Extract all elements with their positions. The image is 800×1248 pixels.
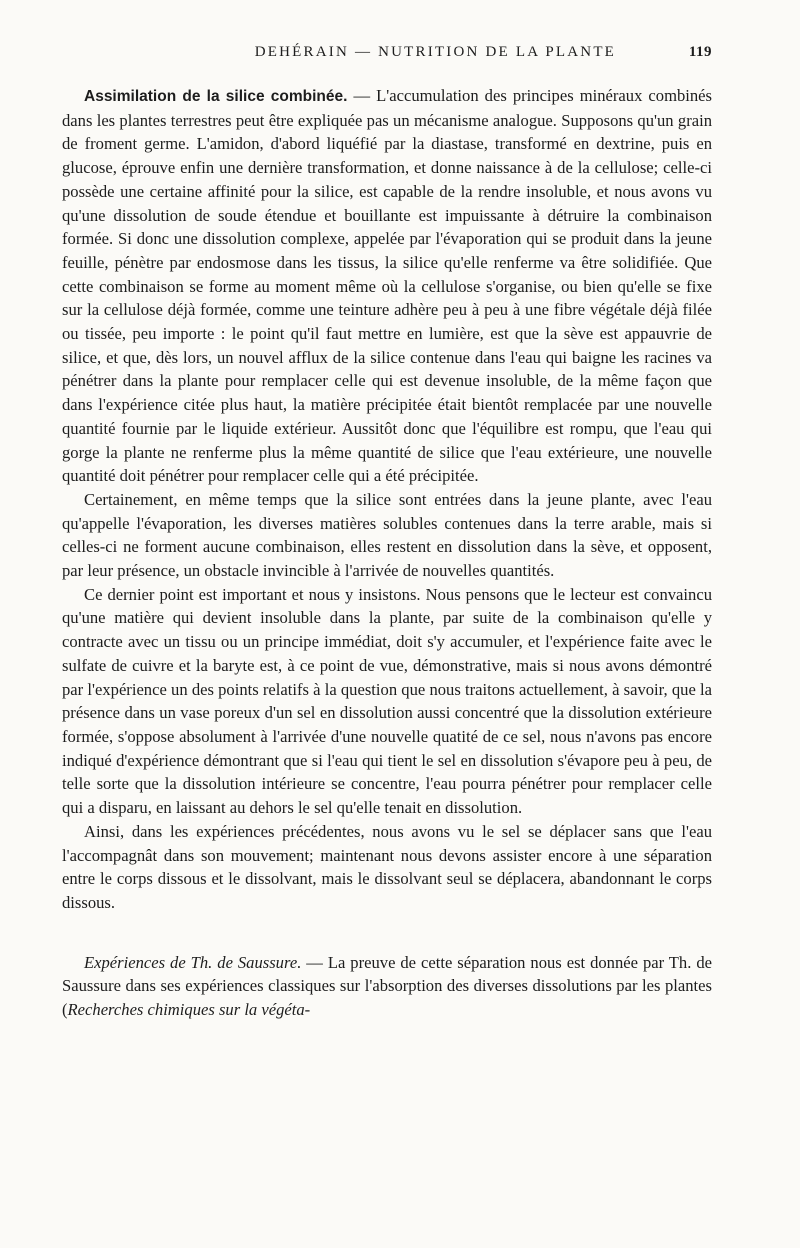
paragraph-saussure [62,951,712,1022]
running-header [62,44,712,70]
paragraph-text: Ce dernier point est important et nous y insistons. Nous pensons que le lecteur est convaincu qu'une matière qui devient insoluble dans la plante, par suite de la combinaison qu'elle y contracte avec un tissu ou un principe immédiat, doit s'y accumuler, et l'expérience faite avec le sulfate de cuivre et la baryte est, à ce point de vue, démonstrative, mais si nous avons démontré par l'expérience un des points relatifs à la question que nous traitons actuellement, à savoir, que la présence dans un vase poreux d'un sel en dissolution aussi concentré que la dissolution extérieure formée, s'oppose absolument à l'arrivée d'une nouvelle quatité de ce sel, nous n'avons pas encore indiqué d'expérience démontrant que si l'eau qui tient le sel en dissolution s'évapore peu à peu, de telle sorte que la dissolution intérieure se concentre, l'eau pourra pénétrer pour remplacer celle qui a disparu, en laissant au dehors le sel qu'elle tenait en dissolution. [62,584,712,818]
paragraph-certainly [62,488,712,583]
section-heading-saussure: Expériences de Th. de Saussure. [84,952,302,972]
running-title: DEHÉRAIN — NUTRITION DE LA PLANTE [254,44,617,60]
paragraph-text: — La preuve de cette séparation nous est donnée par Th. de Saussure dans ses expériences classiques sur l'absorption des diverses dissolutions par les plantes ( [62,952,712,1020]
paragraph-thus [62,820,712,915]
paragraph-last-point [62,583,712,820]
paragraph-text: — L'accumulation des principes minéraux combinés dans les plantes terrestres peut être expliquée pas un mécanisme analogue. Supposons qu'un grain de froment germe. L'amidon, d'abord liquéfié par la diastase, transformé en dextrine, puis en glucose, éprouve enfin une dernière transformation, et donne naissance à de la cellulose; celle-ci possède une certaine affinité pour la silice, est capable de la rendre insoluble, et nous avons vu qu'une dissolution de soude étendue et bouillante est impuissante à détruire la combinaison formée. Si donc une dissolution complexe, appelée par l'évaporation qui se produit dans la jeune feuille, pénètre par endosmose dans les tissus, la silice qu'elle renferme va être solidifiée. Que cette combinaison se forme au moment même où la cellulose s'organise, ou bien qu'elle se fixe sur la cellulose déjà formée, comme une teinture adhère peu à peu à une fibre végétale déjà filée ou tissée, peu importe : le point qu'il faut mettre en lumière, est que la sève est appauvrie de silice, et que, dès lors, un nouvel afflux de la silice contenue dans l'eau qui baigne les racines va pénétrer dans la plante pour remplacer celle qui est devenue insoluble, de la même façon que dans l'expérience citée plus haut, la matière précipitée était bientôt remplacée par une nouvelle quantité fournie par le liquide extérieur. Aussitôt donc que l'équilibre est rompu, que l'eau qui gorge la plante ne renferme plus la même quantité de silice que l'eau extérieure, une nouvelle quantité doit pénétrer pour remplacer celle qui a été précipitée. [62,86,713,486]
document-page [62,44,712,1022]
paragraph-text: Ainsi, dans les expériences précédentes, nous avons vu le sel se déplacer sans que l'eau l'accompagnât dans son mouvement; maintenant nous devons assister encore à une séparation entre le corps dissous et le dissolvant, mais le dissolvant seul se déplacera, abandonnant le corps dissous. [62,821,712,912]
reference-title: Recherches chimiques sur la végéta- [67,1000,311,1020]
paragraph-text: Certainement, en même temps que la silice sont entrées dans la jeune plante, avec l'eau qu'appelle l'évaporation, les diverses matières solubles contenues dans la terre arable, mais si celles-ci ne forment aucune combinaison, elles restent en dissolution dans la sève, et opposent, par leur présence, un obstacle invincible à l'arrivée de nouvelles quantités. [62,489,712,581]
section-heading-silica: Assimilation de la silice combinée. [84,88,348,105]
page-number: 119 [688,44,712,60]
paragraph-silica-assimilation [62,84,712,488]
section-gap [62,915,712,951]
